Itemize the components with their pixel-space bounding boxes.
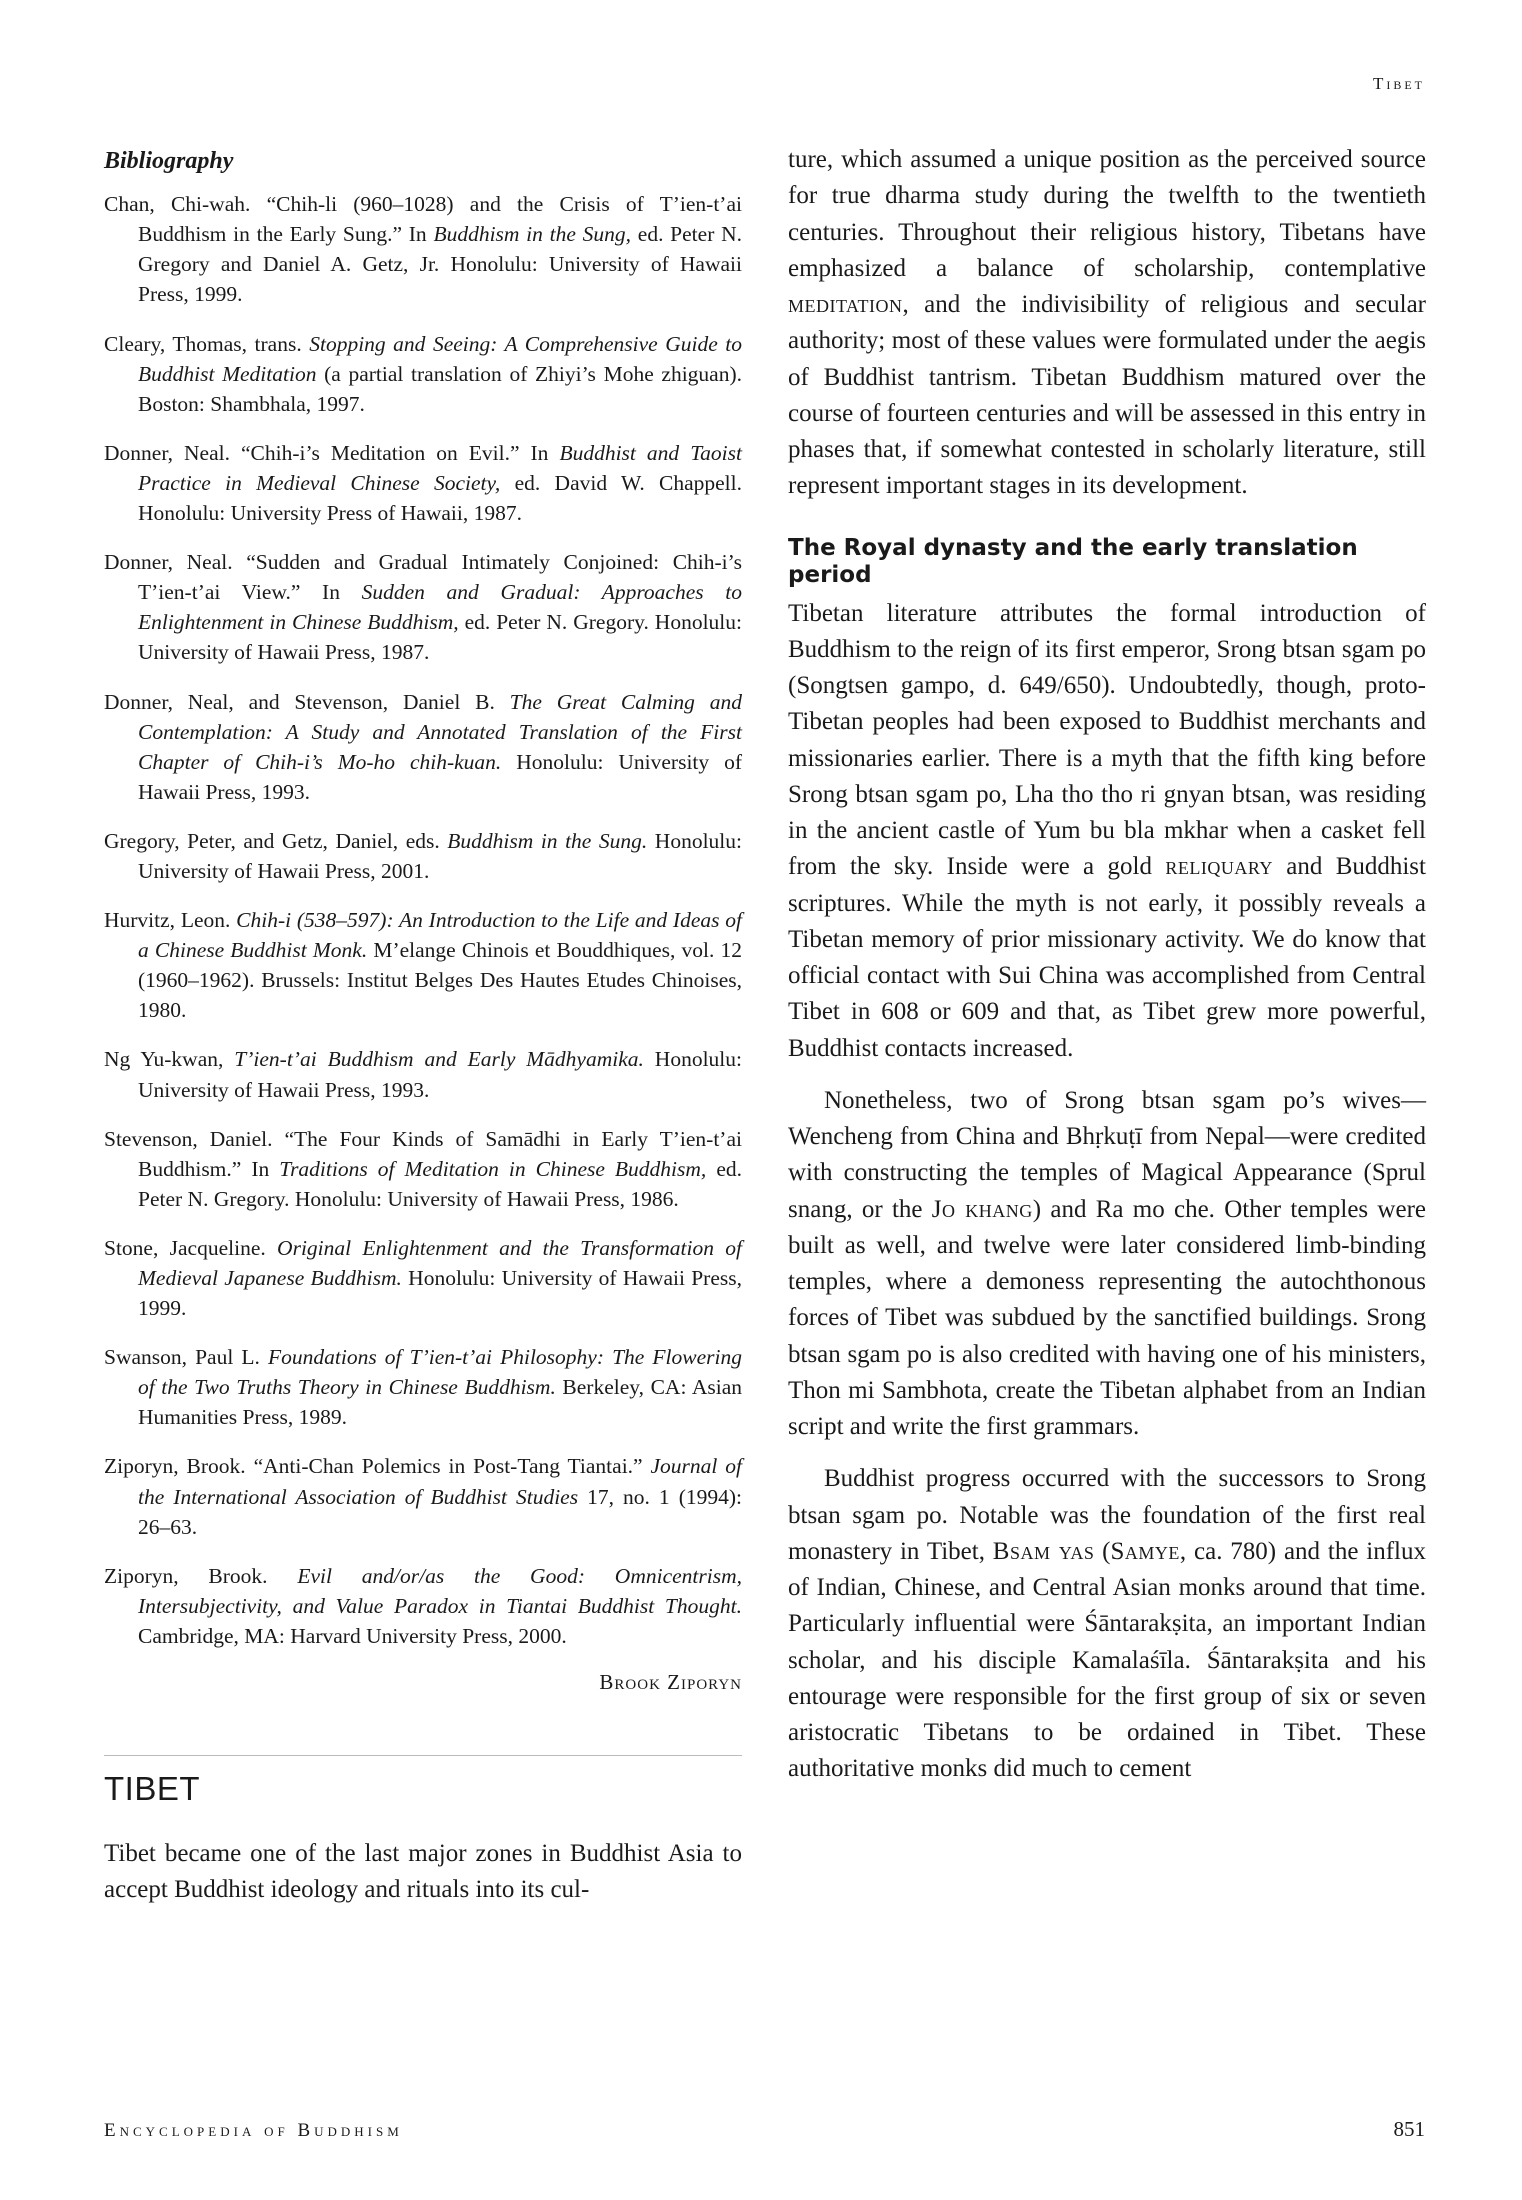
right-column	[788, 142, 1426, 1788]
bibliography-heading: Bibliography	[104, 148, 234, 174]
bibliography-entry: Stone, Jacqueline. Original Enlightenment and the Transformation of Medieval Japanese Buddhism. Honolulu: University of Hawaii Press, 1999.	[104, 1235, 742, 1321]
body-paragraph-2: Nonetheless, two of Srong btsan sgam po’s wives—Wencheng from China and Bhṛkuṭī from Nepal—were credited with constructing the temples of Magical Appearance (Sprul snang, or the Jo khang) and Ra mo che. Other temples were built as well, and twelve were later considered limb-binding temples, where a demoness representing the autochthonous forces of Tibet was subdued by the sanctified buildings. Srong btsan sgam po is also credited with having one of his ministers, Thon mi Sambhota, create the Tibetan alphabet from an Indian script and write the first grammars.	[788, 1086, 1426, 1441]
running-header: Tibet	[1372, 74, 1425, 93]
left-column	[104, 142, 742, 1909]
section-heading: The Royal dynasty and the early translation period	[788, 534, 1358, 589]
body-paragraph-3: Buddhist progress occurred with the successors to Srong btsan sgam po. Notable was the foundation of the first real monastery in Tibet, Bsam yas (Samye, ca. 780) and the influx of Indian, Chinese, and Central Asian monks around that time. Particularly influential were Śāntarakṣita, an important Indian scholar, and his disciple Kamalaśīla. Śāntarakṣita and his entourage were responsible for the first group of six or seven aristocratic Tibetans to be ordained in Tibet. These authoritative monks did much to cement	[788, 1465, 1427, 1783]
bibliography-entry: Ng Yu-kwan, T’ien-t’ai Buddhism and Early Mādhyamika. Honolulu: University of Hawaii Press, 1993.	[104, 1047, 742, 1102]
bibliography-entry: Ziporyn, Brook. “Anti-Chan Polemics in Post-Tang Tiantai.” Journal of the International Association of Buddhist Studies 17, no. 1 (1994): 26–63.	[104, 1454, 742, 1539]
author-signature: Brook Ziporyn	[599, 1670, 742, 1695]
bibliography-entry: Chan, Chi-wah. “Chih-li (960–1028) and the Crisis of T’ien-t’ai Buddhism in the Early Sung.” In Buddhism in the Sung, ed. Peter N. Gregory and Daniel A. Getz, Jr. Honolulu: University of Hawaii Press, 1999.	[104, 192, 742, 307]
bibliography-entry: Donner, Neal. “Sudden and Gradual Intimately Conjoined: Chih-i’s T’ien-t’ai View.” In Sudden and Gradual: Approaches to Enlightenment in Chinese Buddhism, ed. Peter N. Gregory. Honolulu: University of Hawaii Press, 1987.	[104, 550, 742, 665]
bibliography-entry: Swanson, Paul L. Foundations of T’ien-t’ai Philosophy: The Flowering of the Two Truths Theory in Chinese Buddhism. Berkeley, CA: Asian Humanities Press, 1989.	[104, 1345, 742, 1430]
entry-divider	[104, 1755, 742, 1756]
bibliography-entry: Ziporyn, Brook. Evil and/or/as the Good: Omnicentrism, Intersubjectivity, and Value Paradox in Tiantai Buddhist Thought. Cambridge, MA: Harvard University Press, 2000.	[104, 1563, 742, 1648]
bibliography-entry: Hurvitz, Leon. Chih-i (538–597): An Introduction to the Life and Ideas of a Chinese Buddhist Monk. M’elange Chinois et Bouddhiques, vol. 12 (1960–1962). Brussels: Institut Belges Des Hautes Etudes Chinoises, 1980.	[104, 908, 743, 1023]
body-paragraph-1: Tibetan literature attributes the formal introduction of Buddhism to the reign of its first emperor, Srong btsan sgam po (Songtsen gampo, d. 649/650). Undoubtedly, though, proto-Tibetan peoples had been exposed to Buddhist merchants and missionaries earlier. There is a myth that the fifth king before Srong btsan sgam po, Lha tho tho ri gnyan btsan, was residing in the ancient castle of Yum bu bla mkhar when a casket fell from the sky. Inside were a gold reliquary and Buddhist scriptures. While the myth is not early, it possibly reveals a Tibetan memory of prior missionary activity. We do know that official contact with Sui China was accomplished from Central Tibet in 608 or 609 and that, as Tibet grew more powerful, Buddhist contacts increased.	[788, 599, 1426, 1062]
bibliography-entry: Donner, Neal. “Chih-i’s Meditation on Evil.” In Buddhist and Taoist Practice in Medieval Chinese Society, ed. David W. Chappell. Honolulu: University Press of Hawaii, 1987.	[104, 440, 742, 526]
entry-title: TIBET	[104, 1770, 201, 1808]
bibliography-entry: Cleary, Thomas, trans. Stopping and Seeing: A Comprehensive Guide to Buddhist Meditation (a partial translation of Zhiyi’s Mohe zhiguan). Boston: Shambhala, 1997.	[104, 331, 742, 416]
bibliography-entry: Gregory, Peter, and Getz, Daniel, eds. Buddhism in the Sung. Honolulu: University of Hawaii Press, 2001.	[104, 828, 743, 883]
bibliography-entry: Donner, Neal, and Stevenson, Daniel B. The Great Calming and Contemplation: A Study and Annotated Translation of the First Chapter of Chih-i’s Mo-ho chih-kuan. Honolulu: University of Hawaii Press, 1993.	[104, 689, 742, 804]
bibliography-entry: Stevenson, Daniel. “The Four Kinds of Samādhi in Early T’ien-t’ai Buddhism.” In Traditions of Meditation in Chinese Buddhism, ed. Peter N. Gregory. Honolulu: University of Hawaii Press, 1986.	[104, 1126, 743, 1211]
intro-paragraph: Tibet became one of the last major zones in Buddhist Asia to accept Buddhist ideology and rituals into its cul-	[104, 1840, 742, 1904]
intro-continued: ture, which assumed a unique position as the perceived source for true dharma study during the twelfth to the twentieth centuries. Throughout their religious history, Tibetans have emphasized a balance of scholarship, contemplative meditation, and the indivisibility of religious and secular authority; most of these values were formulated under the aegis of Buddhist tantrism. Tibetan Buddhism matured over the course of fourteen centuries and will be assessed in this entry in phases that, if somewhat contested in scholarly literature, still represent important stages in its development.	[788, 146, 1427, 500]
bibliography-list	[104, 189, 742, 1651]
footer-book-title: Encyclopedia of Buddhism	[104, 2120, 403, 2141]
page-number: 851	[1393, 2117, 1425, 2141]
